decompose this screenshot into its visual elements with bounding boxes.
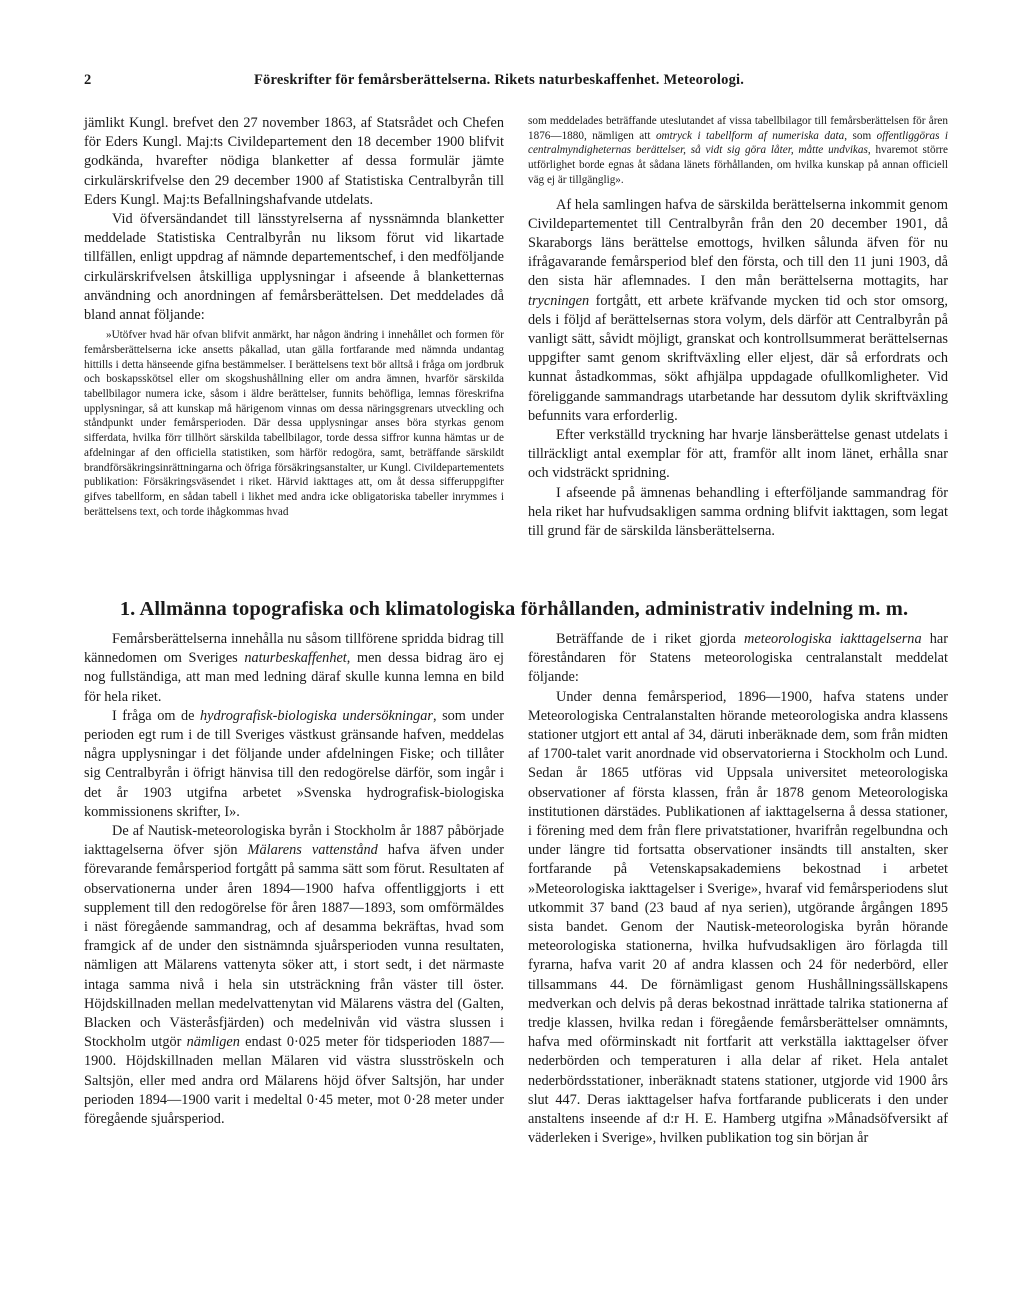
paragraph: Vid öfversändandet till länsstyrelserna af nyssnämnda blanketter meddelade Statistiska Centralbyrån nu liksom förut vid likartade tillfällen, enligt uppdrag af nämnde departementschef, i den medföljande cirkulärskrifvelsen åtskilliga upplysningar i afseende å blanketternas användning och anordningen af femårsberättelsen. Det meddelades då bland annat följande:: [84, 211, 504, 324]
paragraph: I fråga om de hydrografisk-biologiska undersökningar, som under perioden egt rum i de till Sveriges västkust gränsande hafven, meddelas några upplysningar i det följande under afdelningen Fiske; och tillåter sig Centralbyrån i öfrigt hänvisa till den redogörelse därför, som ingår i det år 1903 utgifna arbetet »Svenska hydrografisk-biologiska kommissionens skrifter, I».: [84, 707, 505, 820]
paragraph: jämlikt Kungl. brefvet den 27 november 1863, af Statsrådet och Chefen för Eders Kungl. Maj:ts Civildepartement den 18 december 1900 blifvit godkända, hvarefter nödiga blanketter af dessa formulär jämte cirkulärskrifvelse den 29 december 1900 af Statistiska Centralbyrån till Eders Kungl. Maj:ts Befallningshafvande utdelats.: [84, 115, 504, 208]
bottom-left-column: [84, 630, 504, 1129]
page-number: 2: [84, 72, 92, 88]
paragraph: Efter verkställd tryckning har hvarje länsberättelse genast utdelats i tillräckligt antal exemplar för att, framför allt inom länet, erhålla snar och vidsträckt spridning.: [528, 426, 948, 482]
top-right-column: [528, 114, 948, 541]
paragraph: Under denna femårsperiod, 1896—1900, hafva statens under Meteorologiska Centralanstalten hörande meteorologiska andra klassens stationer utgjort ett antal af 34, däruti inberäknade dem, som från midten af 1700-talet varit anordnade vid observatorierna i Stockholm och Lund. Sedan år 1865 utföras vid Uppsala universitet meteorologiska observationer af första klassen, från år 1878 genom Meteorologiska institutionen därstädes. Publikationen af iakttagelserna å dessa stationer, i förening med dem från flere privatstationer, hvarifrån regelbundna och under längre tid fortsatta observationer insändts till anstalten, sker fortfarande på Vetenskapsakademiens bekostnad i arbetet »Meteorologiska iakttagelser i Sverige», hvaraf vid femårsperiodens slut utkommit 37 band (23 baud af nya serien), utgörande årgången 1895 sista bandet. Genom der Nautisk-meteorologiska byrån hörande meteorologiska stationerna, hvilka hufvudsakligen äro förlagda till fyrarna, hafva varit 20 af andra klassen och 24 för nederbörd, eller tillsammans 44. De förnämligast genom Hushållningssällskapens medverkan och delvis på deras bekostnad inrättade talrika stationerna af tredje klassen, hvilka redan i föregående femårsberättelser omnämnts, hafva med oförminskadt nit fortfarit att verkställa iakttagelser öfver nederbörden och temperaturen i alla delar af riket. Hela antalet nederbördsstationer, inberäknadt statens stationer, utgjorde vid 1900 års slut 447. Deras iakttagelser hafva fortfarande publicerats i den under anstaltens inseende af d:r H. E. Hamberg utgifna »Månadsöfversikt af väderleken i Sverige», hvilken publikation tog sin början år: [528, 688, 948, 1147]
paragraph: Beträffande de i riket gjorda meteorologiska iakttagelserna har föreståndaren för Statens meteorologiska centralanstalt meddelat följande:: [528, 631, 948, 686]
quoted-instruction: »Utöfver hvad här ofvan blifvit anmärkt, har någon ändring i innehållet och formen för femårsberättelserna icke ansetts påkallad, utan gälla fortfarande med nämnda undantag hittills i detta hänseende gifna bestämmelser. I berättelsens text bör alltså i fråga om jordbruk och boskapsskötsel eller om skogshushållning eller om andra ämnen, hvarför särskilda tabellbilagor numera icke, såsom i äldre berättelser, funnits behöfliga, lemnas föreskrifna upplysningar, så att kunskap må härigenom vinnas om dessa näringsgrenars utveckling och ståndpunkt under femårsperioden. Där dessa upplysningar anses böra styrkas genom sifferdata, hvilka förr tillhört särskilda tabellbilagor, torde dessa siffror kunna hämtas ur de afdelningar af den officiella statistiken, som härför redogöra, samt, beträffande särskildt brandförsäkringsinrättningarna och öfriga försäkringsanstalter, ur Kungl. Civildepartementets publikation: Försäkringsväsendet i riket. Härvid iakttages att, om åt dessa sifferuppgifter gifves tabellform, en sådan tabell i likhet med andra icke obligatoriska tabeller inrymmes i berättelsens text, och torde ihågkommas hvad: [84, 329, 504, 518]
paragraph: De af Nautisk-meteorologiska byrån i Stockholm år 1887 påbörjade iakttagelserna öfver sjön Mälarens vattenstånd hafva äfven under förevarande femårsperiod fortgått på samma sätt som förut. Resultaten af observationerna under åren 1894—1900 hafva offentliggjorts i ett supplement till den redogörelse för åren 1887—1893, som omförmäldes i näst föregående sammandrag, och af desamma bekräftas, hvad som framgick af de under den sistnämnda sjuårsperioden vunna resultaten, nämligen att Mälarens vattenyta söker att, i stort sedt, i det närmaste intaga samma nivå i hela sin utsträckning från väster till öster. Höjdskillnaden mellan medelvattenytan vid Mälarens västra del (Galten, Blacken och Västeråsfjärden) och medelnivån vid västra slussen i Stockholm utgör nämligen endast 0·025 meter för tidsperioden 1887—1900. Höjdskillnaden mellan Mälaren vid västra slusströskeln och Saltsjön, eller med andra ord Mälarens höjd öfver Saltsjön, har under perioden 1894—1900 varit i medeltal 0·45 meter, mot 0·28 meter under föregående sjuårsperiod.: [84, 823, 505, 1128]
top-left-column: [84, 114, 504, 519]
bottom-right-column: [528, 630, 948, 1148]
paragraph: I afseende på ämnenas behandling i efterföljande sammandrag för hela riket har hufvudsakligen samma ordning blifvit iakttagen, som legat till grund fär de särskilda länsberättelserna.: [528, 484, 948, 539]
paragraph: Femårsberättelserna innehålla nu såsom tillförene spridda bidrag till kännedomen om Sveriges naturbeskaffenhet, men dessa bidrag äro ej nog fullständiga, att man med ledning däraf skulle kunna lemna en bild för hela riket.: [84, 631, 505, 705]
section-heading: 1. Allmänna topografiska och klimatologiska förhållanden, administrativ indelning m. m.: [119, 598, 909, 620]
quoted-instruction-continued: som meddelades beträffande uteslutandet af vissa tabellbilagor till femårsberättelsen för åren 1876—1880, nämligen att omtryck i tabellform af numeriska data, som offentliggöras i centralmyndigheternas berättelser, så vidt sig göra låter, måtte undvikas, hvaremot större utförlighet borde egnas åt sådana länets förhållanden, om hvilka kunskap på annan officiell väg ej är tillgänglig».: [528, 115, 948, 186]
running-header: [84, 72, 940, 94]
running-title: Föreskrifter för femårsberättelserna. Rikets naturbeskaffenhet. Meteorologi.: [254, 72, 745, 88]
paragraph: Af hela samlingen hafva de särskilda berättelserna inkommit genom Civildepartementet till Centralbyrån från den 20 december 1901, då Skaraborgs läns berättelse emottogs, hvilken sålunda äfven för nu ifrågavarande femårsperiod blef den första, och till den 11 juni 1903, då den sista här aflemnades. I den mån berättelserna mottagits, har trycningen fortgått, ett arbete kräfvande mycken tid och stor omsorg, dels i följd af berättelsernas stora volym, dels därför att Centralbyrån på vanligt sätt, såvidt möjligt, granskat och kontrollsummerat berättelsernas uppgifter samt genom skriftväxling eller eljest, där så erfordrats och kunnat åstadkommas, sökt afhjälpa uppdagade ofullkomligheter. Vid föreliggande sammandrags utarbetande har dessutom dylik skriftväxling befunnits vara erforderlig.: [528, 196, 948, 424]
